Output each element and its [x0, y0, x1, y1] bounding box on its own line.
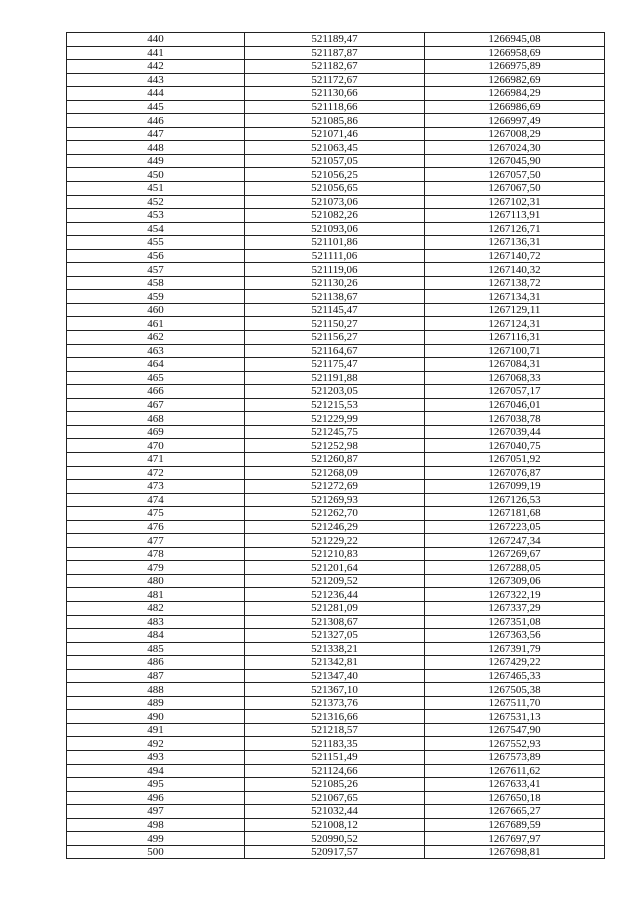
y-coordinate-cell: 1267126,71 — [425, 222, 605, 236]
x-coordinate-cell: 521085,86 — [245, 114, 425, 128]
table-row — [67, 845, 605, 859]
point-number-cell: 460 — [67, 303, 245, 317]
point-number-cell: 456 — [67, 249, 245, 263]
point-number-cell: 471 — [67, 452, 245, 466]
point-number-cell: 496 — [67, 791, 245, 805]
x-coordinate-cell: 521347,40 — [245, 669, 425, 683]
x-coordinate-cell: 521252,98 — [245, 439, 425, 453]
table-row — [67, 303, 605, 317]
y-coordinate-cell: 1267126,53 — [425, 493, 605, 507]
y-coordinate-cell: 1267140,72 — [425, 249, 605, 263]
y-coordinate-cell: 1267309,06 — [425, 574, 605, 588]
table-row — [67, 520, 605, 534]
y-coordinate-cell: 1266945,08 — [425, 33, 605, 47]
x-coordinate-cell: 521183,35 — [245, 737, 425, 751]
point-number-cell: 454 — [67, 222, 245, 236]
point-number-cell: 459 — [67, 290, 245, 304]
y-coordinate-cell: 1267057,17 — [425, 385, 605, 399]
point-number-cell: 455 — [67, 236, 245, 250]
table-row — [67, 656, 605, 670]
y-coordinate-cell: 1267269,67 — [425, 547, 605, 561]
point-number-cell: 445 — [67, 100, 245, 114]
y-coordinate-cell: 1267051,92 — [425, 452, 605, 466]
table-row — [67, 73, 605, 87]
table-row — [67, 452, 605, 466]
x-coordinate-cell: 521236,44 — [245, 588, 425, 602]
x-coordinate-cell: 521268,09 — [245, 466, 425, 480]
x-coordinate-cell: 521118,66 — [245, 100, 425, 114]
table-row — [67, 317, 605, 331]
point-number-cell: 484 — [67, 629, 245, 643]
table-row — [67, 737, 605, 751]
x-coordinate-cell: 521119,06 — [245, 263, 425, 277]
point-number-cell: 477 — [67, 534, 245, 548]
point-number-cell: 450 — [67, 168, 245, 182]
table-row — [67, 276, 605, 290]
y-coordinate-cell: 1267102,31 — [425, 195, 605, 209]
point-number-cell: 443 — [67, 73, 245, 87]
y-coordinate-cell: 1267511,70 — [425, 696, 605, 710]
y-coordinate-cell: 1267099,19 — [425, 480, 605, 494]
point-number-cell: 472 — [67, 466, 245, 480]
x-coordinate-cell: 521175,47 — [245, 358, 425, 372]
y-coordinate-cell: 1267138,72 — [425, 276, 605, 290]
table-row — [67, 778, 605, 792]
coordinates-table-body — [67, 33, 605, 859]
x-coordinate-cell: 521338,21 — [245, 642, 425, 656]
point-number-cell: 493 — [67, 750, 245, 764]
y-coordinate-cell: 1267057,50 — [425, 168, 605, 182]
point-number-cell: 497 — [67, 805, 245, 819]
y-coordinate-cell: 1267363,56 — [425, 629, 605, 643]
y-coordinate-cell: 1267573,89 — [425, 750, 605, 764]
point-number-cell: 490 — [67, 710, 245, 724]
y-coordinate-cell: 1266997,49 — [425, 114, 605, 128]
table-row — [67, 480, 605, 494]
y-coordinate-cell: 1267465,33 — [425, 669, 605, 683]
y-coordinate-cell: 1266958,69 — [425, 46, 605, 60]
y-coordinate-cell: 1267113,91 — [425, 209, 605, 223]
table-row — [67, 547, 605, 561]
y-coordinate-cell: 1267505,38 — [425, 683, 605, 697]
point-number-cell: 492 — [67, 737, 245, 751]
y-coordinate-cell: 1267084,31 — [425, 358, 605, 372]
x-coordinate-cell: 521203,05 — [245, 385, 425, 399]
table-row — [67, 493, 605, 507]
x-coordinate-cell: 521367,10 — [245, 683, 425, 697]
point-number-cell: 495 — [67, 778, 245, 792]
x-coordinate-cell: 521130,26 — [245, 276, 425, 290]
x-coordinate-cell: 521269,93 — [245, 493, 425, 507]
x-coordinate-cell: 521373,76 — [245, 696, 425, 710]
x-coordinate-cell: 521189,47 — [245, 33, 425, 47]
y-coordinate-cell: 1267039,44 — [425, 425, 605, 439]
x-coordinate-cell: 521281,09 — [245, 601, 425, 615]
x-coordinate-cell: 521063,45 — [245, 141, 425, 155]
y-coordinate-cell: 1267697,97 — [425, 832, 605, 846]
coordinates-table — [66, 32, 605, 859]
table-row — [67, 87, 605, 101]
x-coordinate-cell: 521229,22 — [245, 534, 425, 548]
table-row — [67, 249, 605, 263]
y-coordinate-cell: 1267040,75 — [425, 439, 605, 453]
point-number-cell: 470 — [67, 439, 245, 453]
table-row — [67, 222, 605, 236]
point-number-cell: 485 — [67, 642, 245, 656]
y-coordinate-cell: 1267045,90 — [425, 154, 605, 168]
y-coordinate-cell: 1267068,33 — [425, 371, 605, 385]
point-number-cell: 462 — [67, 331, 245, 345]
y-coordinate-cell: 1267140,32 — [425, 263, 605, 277]
point-number-cell: 451 — [67, 182, 245, 196]
point-number-cell: 446 — [67, 114, 245, 128]
table-row — [67, 371, 605, 385]
table-row — [67, 195, 605, 209]
point-number-cell: 491 — [67, 723, 245, 737]
y-coordinate-cell: 1267247,34 — [425, 534, 605, 548]
table-row — [67, 100, 605, 114]
table-row — [67, 290, 605, 304]
x-coordinate-cell: 521057,05 — [245, 154, 425, 168]
table-row — [67, 818, 605, 832]
point-number-cell: 479 — [67, 561, 245, 575]
x-coordinate-cell: 521156,27 — [245, 331, 425, 345]
table-row — [67, 412, 605, 426]
x-coordinate-cell: 521073,06 — [245, 195, 425, 209]
x-coordinate-cell: 521151,49 — [245, 750, 425, 764]
point-number-cell: 465 — [67, 371, 245, 385]
table-row — [67, 588, 605, 602]
y-coordinate-cell: 1267337,29 — [425, 601, 605, 615]
point-number-cell: 499 — [67, 832, 245, 846]
point-number-cell: 447 — [67, 127, 245, 141]
point-number-cell: 482 — [67, 601, 245, 615]
x-coordinate-cell: 521245,75 — [245, 425, 425, 439]
point-number-cell: 467 — [67, 398, 245, 412]
point-number-cell: 488 — [67, 683, 245, 697]
point-number-cell: 442 — [67, 60, 245, 74]
point-number-cell: 441 — [67, 46, 245, 60]
y-coordinate-cell: 1266984,29 — [425, 87, 605, 101]
table-row — [67, 425, 605, 439]
table-row — [67, 236, 605, 250]
y-coordinate-cell: 1267067,50 — [425, 182, 605, 196]
point-number-cell: 444 — [67, 87, 245, 101]
table-row — [67, 561, 605, 575]
point-number-cell: 478 — [67, 547, 245, 561]
point-number-cell: 475 — [67, 507, 245, 521]
table-row — [67, 263, 605, 277]
y-coordinate-cell: 1267633,41 — [425, 778, 605, 792]
table-row — [67, 168, 605, 182]
point-number-cell: 480 — [67, 574, 245, 588]
y-coordinate-cell: 1267008,29 — [425, 127, 605, 141]
y-coordinate-cell: 1267223,05 — [425, 520, 605, 534]
point-number-cell: 461 — [67, 317, 245, 331]
point-number-cell: 500 — [67, 845, 245, 859]
y-coordinate-cell: 1267531,13 — [425, 710, 605, 724]
table-row — [67, 696, 605, 710]
y-coordinate-cell: 1267429,22 — [425, 656, 605, 670]
point-number-cell: 464 — [67, 358, 245, 372]
table-row — [67, 574, 605, 588]
x-coordinate-cell: 521056,25 — [245, 168, 425, 182]
table-row — [67, 182, 605, 196]
y-coordinate-cell: 1267124,31 — [425, 317, 605, 331]
x-coordinate-cell: 521130,66 — [245, 87, 425, 101]
y-coordinate-cell: 1266975,89 — [425, 60, 605, 74]
x-coordinate-cell: 521124,66 — [245, 764, 425, 778]
table-row — [67, 33, 605, 47]
y-coordinate-cell: 1267024,30 — [425, 141, 605, 155]
point-number-cell: 452 — [67, 195, 245, 209]
table-row — [67, 805, 605, 819]
x-coordinate-cell: 521342,81 — [245, 656, 425, 670]
table-row — [67, 60, 605, 74]
table-row — [67, 642, 605, 656]
x-coordinate-cell: 521093,06 — [245, 222, 425, 236]
x-coordinate-cell: 521210,83 — [245, 547, 425, 561]
y-coordinate-cell: 1267689,59 — [425, 818, 605, 832]
table-row — [67, 154, 605, 168]
table-row — [67, 141, 605, 155]
point-number-cell: 448 — [67, 141, 245, 155]
x-coordinate-cell: 521082,26 — [245, 209, 425, 223]
table-row — [67, 358, 605, 372]
y-coordinate-cell: 1267351,08 — [425, 615, 605, 629]
point-number-cell: 466 — [67, 385, 245, 399]
x-coordinate-cell: 521150,27 — [245, 317, 425, 331]
point-number-cell: 474 — [67, 493, 245, 507]
x-coordinate-cell: 521201,64 — [245, 561, 425, 575]
y-coordinate-cell: 1267611,62 — [425, 764, 605, 778]
x-coordinate-cell: 521164,67 — [245, 344, 425, 358]
y-coordinate-cell: 1267038,78 — [425, 412, 605, 426]
x-coordinate-cell: 521008,12 — [245, 818, 425, 832]
x-coordinate-cell: 520917,57 — [245, 845, 425, 859]
table-row — [67, 398, 605, 412]
point-number-cell: 440 — [67, 33, 245, 47]
y-coordinate-cell: 1267288,05 — [425, 561, 605, 575]
x-coordinate-cell: 521056,65 — [245, 182, 425, 196]
y-coordinate-cell: 1266986,69 — [425, 100, 605, 114]
y-coordinate-cell: 1267134,31 — [425, 290, 605, 304]
point-number-cell: 489 — [67, 696, 245, 710]
y-coordinate-cell: 1267547,90 — [425, 723, 605, 737]
point-number-cell: 483 — [67, 615, 245, 629]
x-coordinate-cell: 521191,88 — [245, 371, 425, 385]
x-coordinate-cell: 521187,87 — [245, 46, 425, 60]
x-coordinate-cell: 521182,67 — [245, 60, 425, 74]
y-coordinate-cell: 1267665,27 — [425, 805, 605, 819]
y-coordinate-cell: 1267136,31 — [425, 236, 605, 250]
x-coordinate-cell: 521067,65 — [245, 791, 425, 805]
x-coordinate-cell: 521229,99 — [245, 412, 425, 426]
y-coordinate-cell: 1267698,81 — [425, 845, 605, 859]
y-coordinate-cell: 1267391,79 — [425, 642, 605, 656]
x-coordinate-cell: 521085,26 — [245, 778, 425, 792]
x-coordinate-cell: 521327,05 — [245, 629, 425, 643]
table-row — [67, 127, 605, 141]
x-coordinate-cell: 521071,46 — [245, 127, 425, 141]
table-row — [67, 344, 605, 358]
y-coordinate-cell: 1267650,18 — [425, 791, 605, 805]
x-coordinate-cell: 521145,47 — [245, 303, 425, 317]
y-coordinate-cell: 1267116,31 — [425, 331, 605, 345]
x-coordinate-cell: 521111,06 — [245, 249, 425, 263]
x-coordinate-cell: 521316,66 — [245, 710, 425, 724]
y-coordinate-cell: 1266982,69 — [425, 73, 605, 87]
point-number-cell: 463 — [67, 344, 245, 358]
y-coordinate-cell: 1267181,68 — [425, 507, 605, 521]
table-row — [67, 534, 605, 548]
y-coordinate-cell: 1267552,93 — [425, 737, 605, 751]
x-coordinate-cell: 521260,87 — [245, 452, 425, 466]
table-row — [67, 615, 605, 629]
table-row — [67, 764, 605, 778]
table-row — [67, 723, 605, 737]
point-number-cell: 486 — [67, 656, 245, 670]
y-coordinate-cell: 1267046,01 — [425, 398, 605, 412]
y-coordinate-cell: 1267076,87 — [425, 466, 605, 480]
table-row — [67, 791, 605, 805]
x-coordinate-cell: 521272,69 — [245, 480, 425, 494]
x-coordinate-cell: 521308,67 — [245, 615, 425, 629]
table-row — [67, 46, 605, 60]
point-number-cell: 481 — [67, 588, 245, 602]
x-coordinate-cell: 521101,86 — [245, 236, 425, 250]
point-number-cell: 494 — [67, 764, 245, 778]
y-coordinate-cell: 1267129,11 — [425, 303, 605, 317]
table-row — [67, 629, 605, 643]
x-coordinate-cell: 521215,53 — [245, 398, 425, 412]
x-coordinate-cell: 521138,67 — [245, 290, 425, 304]
table-row — [67, 209, 605, 223]
table-row — [67, 669, 605, 683]
x-coordinate-cell: 521032,44 — [245, 805, 425, 819]
point-number-cell: 487 — [67, 669, 245, 683]
table-row — [67, 466, 605, 480]
point-number-cell: 449 — [67, 154, 245, 168]
table-row — [67, 114, 605, 128]
table-row — [67, 331, 605, 345]
point-number-cell: 457 — [67, 263, 245, 277]
x-coordinate-cell: 521218,57 — [245, 723, 425, 737]
table-row — [67, 832, 605, 846]
x-coordinate-cell: 521262,70 — [245, 507, 425, 521]
table-row — [67, 750, 605, 764]
point-number-cell: 476 — [67, 520, 245, 534]
x-coordinate-cell: 520990,52 — [245, 832, 425, 846]
point-number-cell: 498 — [67, 818, 245, 832]
table-row — [67, 507, 605, 521]
x-coordinate-cell: 521209,52 — [245, 574, 425, 588]
x-coordinate-cell: 521172,67 — [245, 73, 425, 87]
point-number-cell: 473 — [67, 480, 245, 494]
point-number-cell: 468 — [67, 412, 245, 426]
point-number-cell: 458 — [67, 276, 245, 290]
table-row — [67, 601, 605, 615]
x-coordinate-cell: 521246,29 — [245, 520, 425, 534]
table-row — [67, 683, 605, 697]
y-coordinate-cell: 1267100,71 — [425, 344, 605, 358]
y-coordinate-cell: 1267322,19 — [425, 588, 605, 602]
table-row — [67, 385, 605, 399]
table-row — [67, 710, 605, 724]
point-number-cell: 453 — [67, 209, 245, 223]
table-row — [67, 439, 605, 453]
point-number-cell: 469 — [67, 425, 245, 439]
